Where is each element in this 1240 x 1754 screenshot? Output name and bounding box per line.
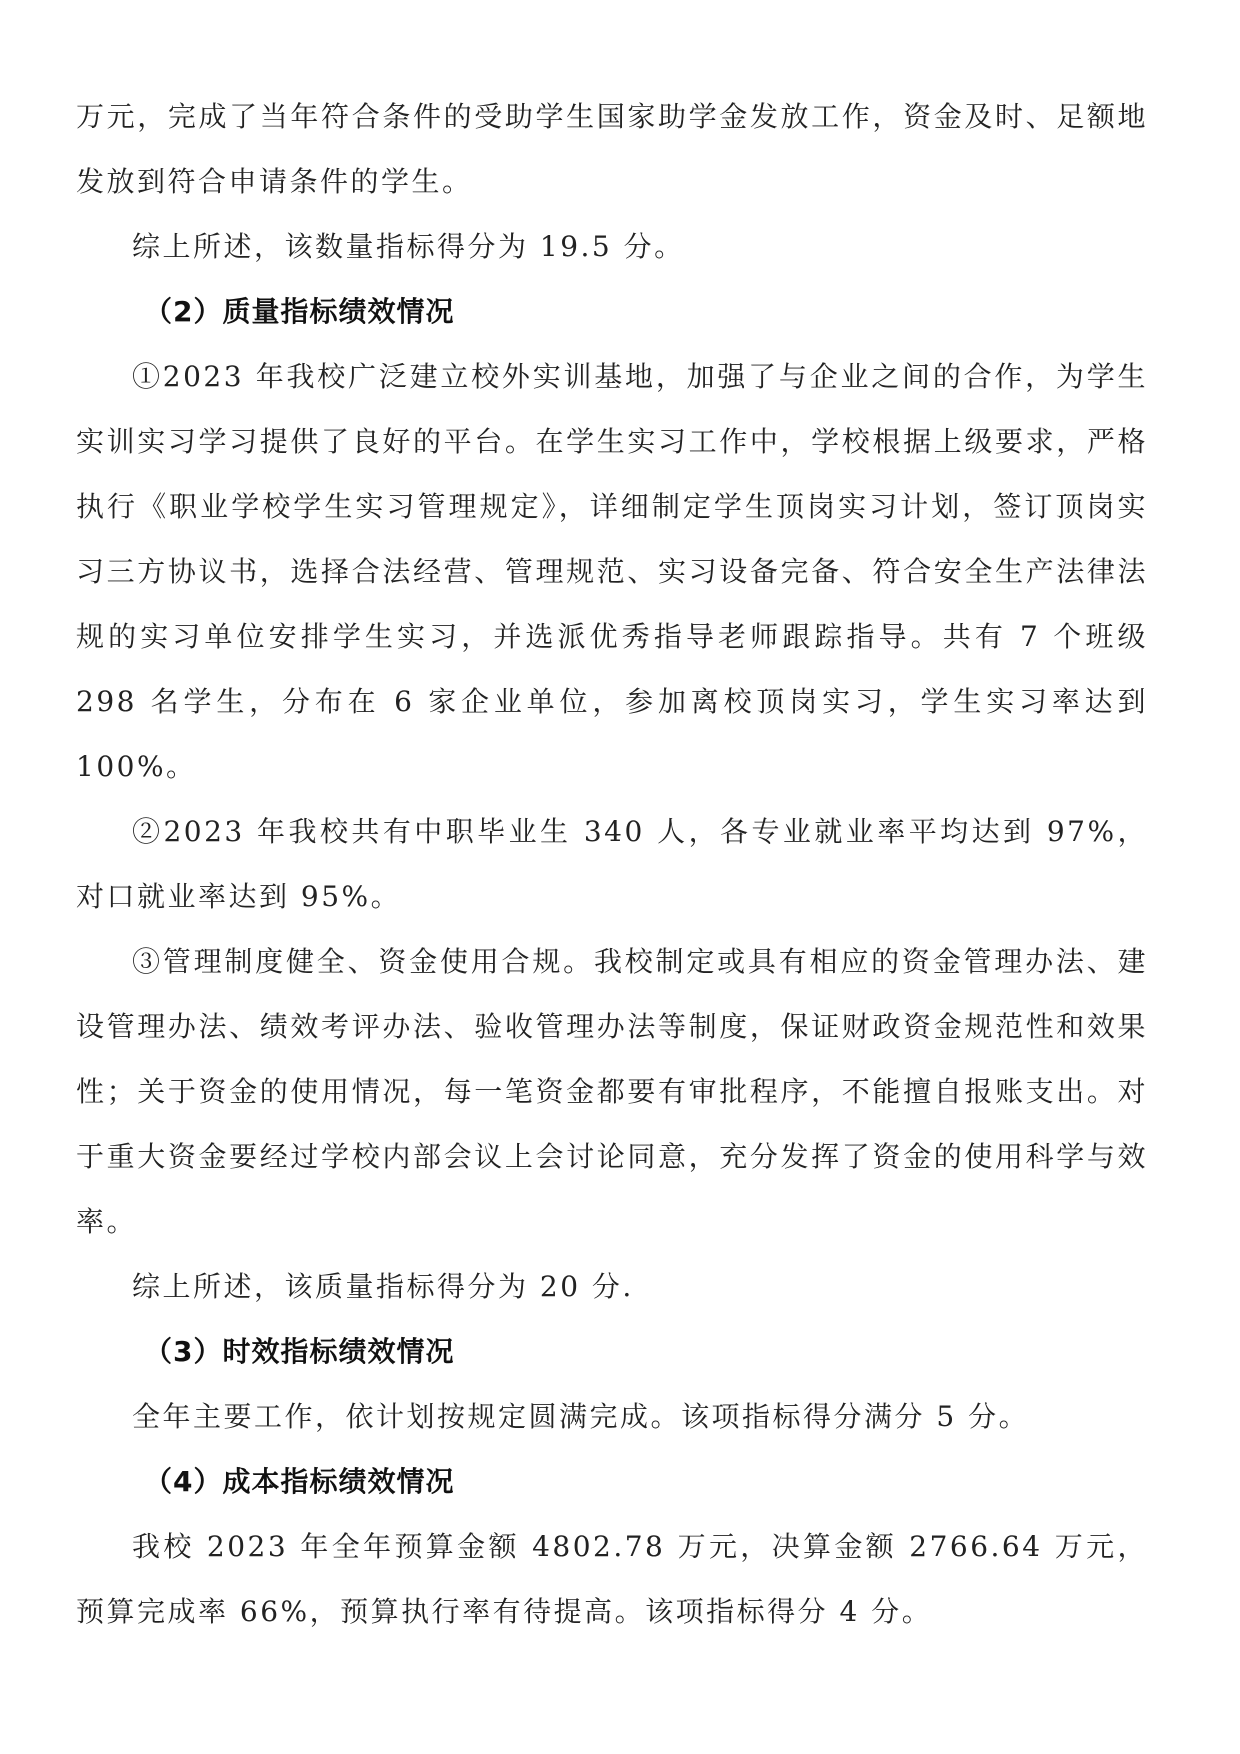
paragraph-quality-management: ③管理制度健全、资金使用合规。我校制定或具有相应的资金管理办法、建设管理办法、绩效考评办法、验收管理办法等制度，保证财政资金规范性和效果性；关于资金的使用情况，每一笔资金都要有审批程序，不能擅自报账支出。对于重大资金要经过学校内部会议上会讨论同意，充分发挥了资金的使用科学与效率。 bbox=[76, 945, 1148, 1238]
heading-timeliness-indicator: （3）时效指标绩效情况 bbox=[144, 1335, 455, 1368]
document-body bbox=[76, 84, 1148, 1644]
heading-quality-indicator: （2）质量指标绩效情况 bbox=[144, 295, 455, 328]
paragraph-quality-employment: ②2023 年我校共有中职毕业生 340 人，各专业就业率平均达到 97%，对口就业率达到 95%。 bbox=[76, 815, 1148, 913]
paragraph-quantity-summary: 综上所述，该数量指标得分为 19.5 分。 bbox=[132, 230, 685, 263]
paragraph-quality-summary: 综上所述，该质量指标得分为 20 分. bbox=[132, 1270, 634, 1303]
paragraph-cost: 我校 2023 年全年预算金额 4802.78 万元，决算金额 2766.64 万元，预算完成率 66%，预算执行率有待提高。该项指标得分 4 分。 bbox=[76, 1530, 1148, 1628]
paragraph-continuation: 万元，完成了当年符合条件的受助学生国家助学金发放工作，资金及时、足额地发放到符合申请条件的学生。 bbox=[76, 100, 1148, 198]
paragraph-quality-internship: ①2023 年我校广泛建立校外实训基地，加强了与企业之间的合作，为学生实训实习学习提供了良好的平台。在学生实习工作中，学校根据上级要求，严格执行《职业学校学生实习管理规定》，详细制定学生顶岗实习计划，签订顶岗实习三方协议书，选择合法经营、管理规范、实习设备完备、符合安全生产法律法规的实习单位安排学生实习，并选派优秀指导老师跟踪指导。共有 7 个班级 298 名学生，分布在 6 家企业单位，参加离校顶岗实习，学生实习率达到 100%。 bbox=[76, 360, 1148, 783]
paragraph-timeliness: 全年主要工作，依计划按规定圆满完成。该项指标得分满分 5 分。 bbox=[132, 1400, 1030, 1433]
heading-cost-indicator: （4）成本指标绩效情况 bbox=[144, 1465, 455, 1498]
